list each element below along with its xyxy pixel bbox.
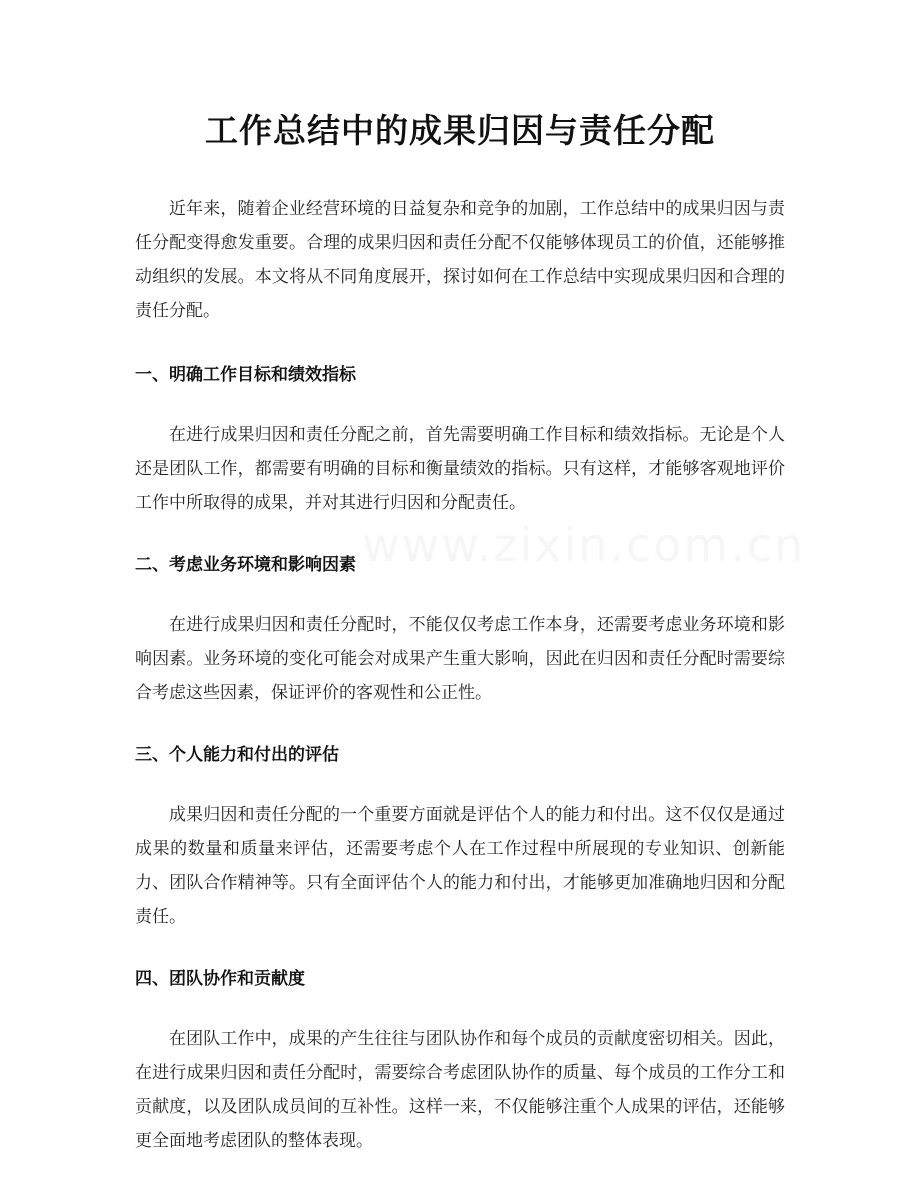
section-heading-3: 三、个人能力和付出的评估 [135, 745, 339, 765]
intro-paragraph: 近年来，随着企业经营环境的日益复杂和竞争的加剧，工作总结中的成果归因与责任分配变得愈发重要。合理的成果归因和责任分配不仅能够体现员工的价值，还能够推动组织的发展。本文将从不同角度展开，探讨如何在工作总结中实现成果归因和合理的责任分配。 [135, 199, 785, 321]
section-body-4: 在团队工作中，成果的产生往往与团队协作和每个成员的贡献度密切相关。因此，在进行成果归因和责任分配时，需要综合考虑团队协作的质量、每个成员的工作分工和贡献度，以及团队成员间的互补性。这样一来，不仅能够注重个人成果的评估，还能够更全面地考虑团队的整体表现。 [135, 1029, 785, 1151]
section-body-1: 在进行成果归因和责任分配之前，首先需要明确工作目标和绩效指标。无论是个人还是团队工作，都需要有明确的目标和衡量绩效的指标。只有这样，才能够客观地评价工作中所取得的成果，并对其进行归因和分配责任。 [135, 425, 785, 513]
section-heading-4: 四、团队协作和贡献度 [135, 969, 305, 989]
page-title: 工作总结中的成果归因与责任分配 [205, 111, 715, 150]
section-body-3: 成果归因和责任分配的一个重要方面就是评估个人的能力和付出。这不仅仅是通过成果的数量和质量来评估，还需要考虑个人在工作过程中所展现的专业知识、创新能力、团队合作精神等。只有全面评估个人的能力和付出，才能够更加准确地归因和分配责任。 [135, 805, 785, 927]
watermark-text: www.zixin.com.cn [362, 518, 806, 572]
section-heading-2: 二、考虑业务环境和影响因素 [135, 555, 356, 575]
section-heading-1: 一、明确工作目标和绩效指标 [135, 365, 356, 385]
section-body-2: 在进行成果归因和责任分配时，不能仅仅考虑工作本身，还需要考虑业务环境和影响因素。业务环境的变化可能会对成果产生重大影响，因此在归因和责任分配时需要综合考虑这些因素，保证评价的客观性和公正性。 [135, 615, 785, 703]
